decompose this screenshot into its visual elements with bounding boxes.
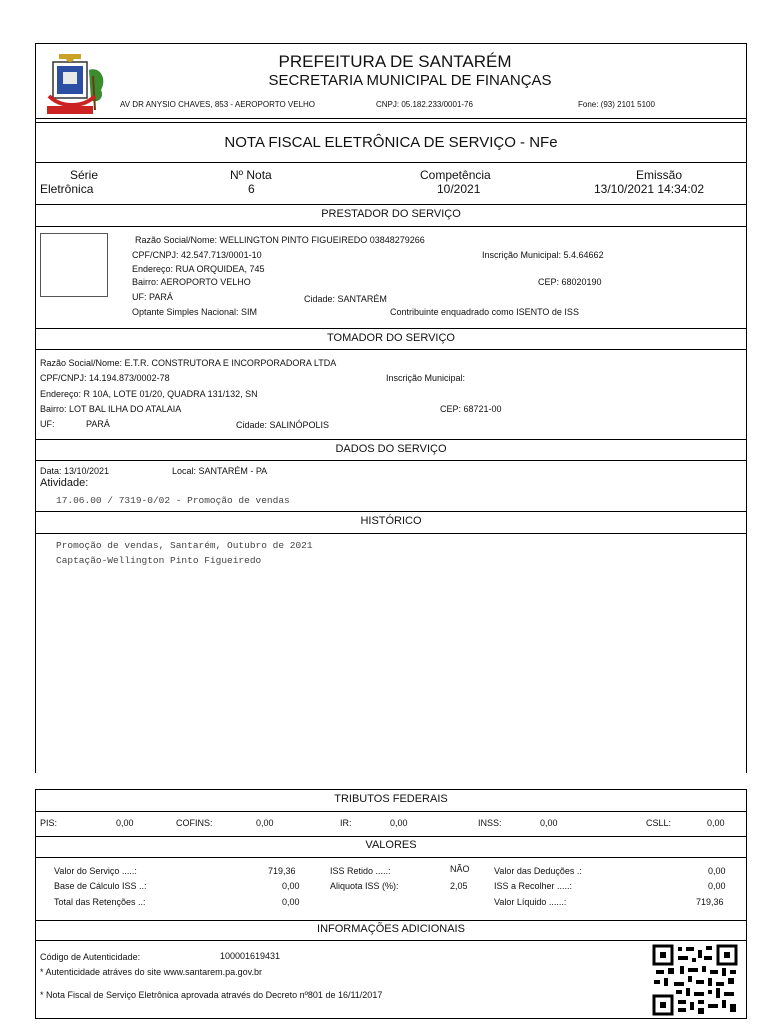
base-calculo-value: 0,00 xyxy=(282,881,300,891)
iss-retido-value: NÃO xyxy=(450,864,470,874)
base-calculo-label: Base de Cálculo ISS ..: xyxy=(54,881,147,891)
serie-value: Eletrônica xyxy=(40,182,94,196)
phone: Fone: (93) 2101 5100 xyxy=(578,100,655,109)
document-title: NOTA FISCAL ELETRÔNICA DE SERVIÇO - NFe xyxy=(224,134,558,151)
total-retencoes-value: 0,00 xyxy=(282,897,300,907)
prestador-section-title: PRESTADOR DO SERVIÇO xyxy=(321,208,461,220)
tomador-uf-label: UF: xyxy=(40,419,55,429)
tomador-bairro: Bairro: LOT BAL ILHA DO ATALAIA xyxy=(40,404,182,414)
nota-label: Nº Nota xyxy=(230,168,272,182)
prestador-cpf: CPF/CNPJ: 42.547.713/0001-10 xyxy=(132,250,262,260)
prestador-endereco: Endereço: RUA ORQUIDEA, 745 xyxy=(132,264,265,274)
codigo-label: Código de Autenticidade: xyxy=(40,952,141,962)
prestador-simples: Optante Simples Nacional: SIM xyxy=(132,307,258,317)
total-retencoes-label: Total das Retenções ..: xyxy=(54,897,146,907)
qr-code xyxy=(652,944,738,1016)
ir-label: IR: xyxy=(340,818,352,828)
valor-servico-label: Valor do Serviço .....: xyxy=(54,866,137,876)
competencia-value: 10/2021 xyxy=(437,182,481,196)
tomador-cpf: CPF/CNPJ: 14.194.873/0002-78 xyxy=(40,373,170,383)
serie-label: Série xyxy=(70,168,99,182)
dados-local: Local: SANTARÉM - PA xyxy=(172,466,268,476)
valor-servico-value: 719,36 xyxy=(268,866,296,876)
prestador-razao: Razão Social/Nome: WELLINGTON PINTO FIGUEIREDO 03848279266 xyxy=(135,235,425,245)
tomador-inscricao: Inscrição Municipal: xyxy=(386,373,466,383)
prestador-cep: CEP: 68020190 xyxy=(538,277,602,287)
tomador-razao: Razão Social/Nome: E.T.R. CONSTRUTORA E INCORPORADORA LTDA xyxy=(40,358,337,368)
secretariat-title: SECRETARIA MUNICIPAL DE FINANÇAS xyxy=(268,72,552,89)
iss-recolher-value: 0,00 xyxy=(708,881,726,891)
historico-line-2: Captação-Wellington Pinto Figueiredo xyxy=(56,555,262,566)
nota-value: 6 xyxy=(248,182,255,196)
pis-value: 0,00 xyxy=(116,818,134,828)
valor-liquido-value: 719,36 xyxy=(696,897,724,907)
tributos-section-title: TRIBUTOS FEDERAIS xyxy=(334,793,448,805)
inss-value: 0,00 xyxy=(540,818,558,828)
iss-retido-label: ISS Retido .....: xyxy=(330,866,391,876)
csll-value: 0,00 xyxy=(707,818,725,828)
ir-value: 0,00 xyxy=(390,818,408,828)
dados-data: Data: 13/10/2021 xyxy=(40,466,110,476)
cnpj: CNPJ: 05.182.233/0001-76 xyxy=(376,100,473,109)
valores-section-title: VALORES xyxy=(365,839,417,851)
atividade-label: Atividade: xyxy=(40,477,89,489)
aliquota-label: Aliquota ISS (%): xyxy=(330,881,399,891)
dados-section-title: DADOS DO SERVIÇO xyxy=(335,443,447,455)
cofins-value: 0,00 xyxy=(256,818,274,828)
prestador-cidade: Cidade: SANTARÉM xyxy=(304,294,387,304)
site-note: * Autenticidade atráves do site www.santarem.pa.gov.br xyxy=(40,967,262,977)
emissao-label: Emissão xyxy=(636,168,683,182)
city-title: PREFEITURA DE SANTARÉM xyxy=(278,52,512,71)
prestador-uf: UF: PARÁ xyxy=(132,292,173,302)
info-section-title: INFORMAÇÕES ADICIONAIS xyxy=(317,923,465,935)
decreto-note: * Nota Fiscal de Serviço Eletrônica aprovada através do Decreto nº801 de 16/11/2017 xyxy=(40,990,383,1000)
competencia-label: Competência xyxy=(420,168,491,182)
aliquota-value: 2,05 xyxy=(450,881,468,891)
tomador-endereco: Endereço: R 10A, LOTE 01/20, QUADRA 131/132, SN xyxy=(40,389,258,399)
city-coat-of-arms xyxy=(45,52,115,118)
historico-section-title: HISTÓRICO xyxy=(360,515,422,527)
valor-liquido-label: Valor Líquido ......: xyxy=(494,897,567,907)
address: AV DR ANYSIO CHAVES, 853 - AEROPORTO VELHO xyxy=(120,100,316,109)
prestador-bairro: Bairro: AEROPORTO VELHO xyxy=(132,277,251,287)
tomador-cep: CEP: 68721-00 xyxy=(440,404,502,414)
prestador-logo-placeholder xyxy=(40,233,108,297)
pis-label: PIS: xyxy=(40,818,58,828)
cofins-label: COFINS: xyxy=(176,818,213,828)
prestador-contribuinte: Contribuinte enquadrado como ISENTO de ISS xyxy=(390,307,579,317)
csll-label: CSLL: xyxy=(646,818,672,828)
iss-recolher-label: ISS a Recolher .....: xyxy=(494,881,573,891)
tomador-cidade: Cidade: SALINÓPOLIS xyxy=(236,420,330,430)
deducoes-label: Valor das Deduções .: xyxy=(494,866,582,876)
prestador-inscricao: Inscrição Municipal: 5.4.64662 xyxy=(482,250,604,260)
inss-label: INSS: xyxy=(478,818,502,828)
historico-line-1: Promoção de vendas, Santarém, Outubro de 2021 xyxy=(56,540,313,551)
codigo-value: 100001619431 xyxy=(220,951,281,961)
tomador-uf-value: PARÁ xyxy=(86,419,110,429)
deducoes-value: 0,00 xyxy=(708,866,726,876)
atividade-value: 17.06.00 / 7319-0/02 - Promoção de vendas xyxy=(56,495,290,506)
tomador-section-title: TOMADOR DO SERVIÇO xyxy=(327,332,455,344)
emissao-value: 13/10/2021 14:34:02 xyxy=(594,182,705,196)
